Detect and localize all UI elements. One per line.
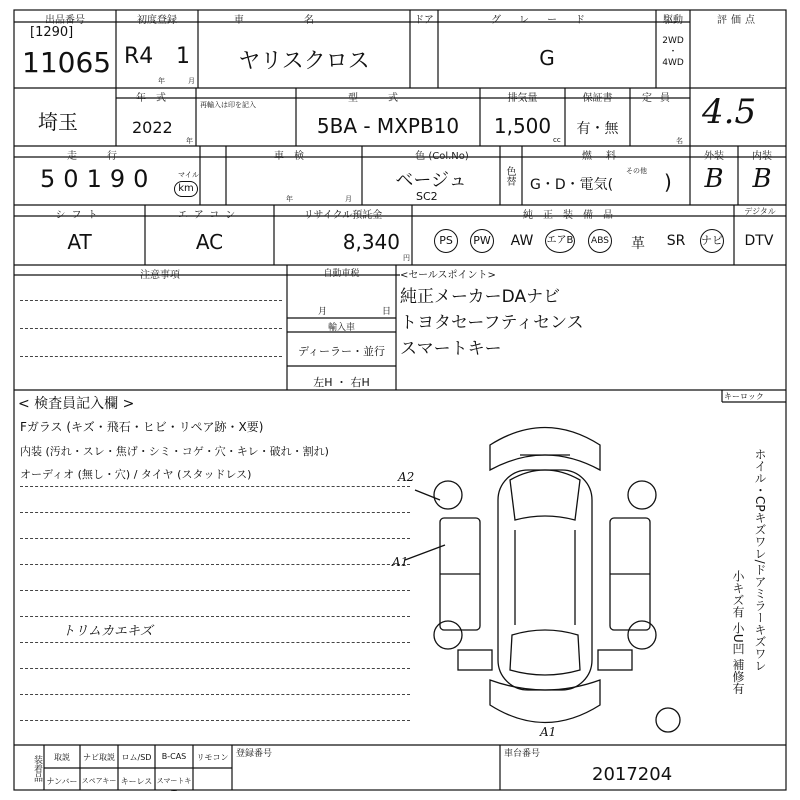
equipment-dtv: DTV	[744, 233, 774, 249]
exterior-grade: B	[704, 164, 724, 194]
first-reg-month: 1	[176, 44, 190, 69]
equipment-navi: ナビ	[697, 229, 727, 253]
mileage-alt-unit: マイル	[178, 171, 199, 179]
first-reg-month-unit: 月	[188, 77, 195, 85]
doors-header: ドア	[414, 15, 434, 26]
sales-points-header: <セールスポイント>	[400, 270, 496, 281]
damage-mark-a1-side: A1	[392, 555, 409, 569]
warranty-header: 保証書	[582, 93, 613, 104]
capacity-header: 定員	[642, 93, 678, 104]
interior-grade: B	[752, 164, 772, 194]
inspector-line-glass: Fガラス (キズ・飛石・ヒビ・リペア跡・X要)	[20, 420, 264, 434]
lot-code: [1290]	[30, 25, 74, 40]
displacement-value: 1,500	[493, 114, 552, 138]
chassis-number: 2017204	[592, 764, 673, 785]
mileage-header: 走行	[67, 151, 147, 162]
color-header: 色 (Col.No)	[415, 151, 469, 162]
aircon-header: エアコン	[177, 210, 242, 221]
footer-item: B-CAS	[161, 752, 187, 761]
damage-mark-a2: A2	[398, 470, 415, 484]
score-header: 評価点	[717, 15, 759, 26]
sales-point: 純正メーカーDAナビ	[400, 287, 561, 307]
shift-header: シフト	[55, 210, 104, 221]
insp-box-day: 日	[382, 307, 392, 317]
registration-number-header: 登録番号	[236, 749, 273, 759]
equipment-abs: ABS	[585, 229, 615, 253]
capacity-unit: 名	[676, 137, 683, 145]
notes-header: 注意事項	[140, 270, 180, 281]
insp-box-dealer: ディーラー・並行	[297, 345, 386, 358]
key-lock-header: キーロック	[724, 392, 764, 401]
recycle-header: リサイクル預託金	[303, 210, 383, 221]
lot-number-header: 出品番号	[45, 15, 85, 26]
insp-box-handle: 左H ・ 右H	[313, 376, 370, 389]
sales-point: トヨタセーフティセンス	[400, 313, 584, 333]
model-year-header: 年式	[136, 93, 176, 104]
model-code: 5BA - MXPB10	[316, 114, 460, 138]
aircon-value: AC	[195, 230, 224, 254]
equipment-ps: PS	[431, 229, 461, 253]
recycle-unit: 円	[403, 254, 410, 262]
mileage-digits: 50190	[40, 165, 157, 193]
footer-item: ナンバー	[46, 777, 78, 786]
score-value: 4.5	[702, 92, 757, 132]
displacement-unit: cc	[553, 136, 561, 144]
inspector-header: < 検査員記入欄 >	[18, 396, 135, 412]
grade-value: G	[539, 46, 555, 70]
car-name-header: 車名	[234, 15, 374, 26]
insp-box-month: 月	[318, 307, 328, 317]
equipment-aw: AW	[510, 233, 534, 249]
interior-header: 内装	[752, 151, 772, 162]
displacement-header: 排気量	[507, 93, 538, 104]
insp-box-import: 輸入車	[327, 323, 355, 333]
first-registration-header: 初度登録	[137, 15, 177, 26]
mileage-unit: km	[174, 181, 198, 197]
handwritten-note: トリムカエキズ	[62, 624, 153, 639]
inspector-line-interior: 内装 (汚れ・スレ・焦げ・シミ・コゲ・穴・キレ・破れ・割れ)	[20, 445, 329, 458]
fuel-close: )	[664, 170, 672, 194]
fuel-header: 燃料	[582, 151, 630, 162]
fuel-options: G・D・電気(	[530, 177, 614, 193]
equipment-leather: 革	[631, 236, 645, 252]
exterior-header: 外装	[704, 151, 724, 162]
footer-item: スペアキー	[81, 777, 117, 785]
car-name: ヤリスクロス	[238, 49, 370, 74]
first-reg-year-unit: 年	[158, 77, 165, 85]
inspection-header: 車検	[274, 151, 314, 162]
recycle-fee: 8,340	[342, 230, 400, 254]
model-header: 型式	[348, 93, 428, 104]
fuel-other: その他	[626, 167, 647, 175]
model-year-value: 2022	[132, 118, 173, 137]
damage-legend-1: ホイル・CPキズワレ/ドアミラーキズワレ	[753, 448, 767, 672]
footer-label: 装着品	[32, 754, 42, 782]
lot-number: 11065	[22, 46, 112, 79]
inspection-year-unit: 年	[286, 195, 293, 203]
equipment-pw: PW	[467, 229, 497, 253]
first-reg-era-year: R4	[124, 44, 154, 69]
drive-header: 駆動	[663, 15, 683, 26]
footer-item: リモコン	[196, 753, 229, 762]
damage-legend-2: 小キズ有 小U凹 補修有	[731, 570, 745, 695]
color-code: SC2	[416, 190, 438, 203]
dtv-header: デジタル	[744, 207, 776, 216]
model-year-unit: 年	[186, 137, 193, 145]
color-change-label: 色替	[504, 166, 515, 186]
grade-header: グレード	[491, 15, 603, 26]
area-value: 埼玉	[38, 110, 78, 134]
footer-item: キーレス	[120, 777, 153, 786]
sales-point: スマートキー	[400, 339, 502, 359]
footer-item: ナビ取説	[83, 753, 115, 762]
shift-value: AT	[67, 230, 92, 254]
inspector-line-audio: オーディオ (無し・穴) / タイヤ (スタッドレス)	[20, 468, 252, 481]
equipment-sunroof: SR	[666, 233, 686, 249]
inspection-month-unit: 月	[345, 195, 352, 203]
footer-item: ロム/SD	[121, 753, 152, 762]
drive-options: 2WD ・ 4WD	[662, 36, 684, 68]
insp-box-title: 自動車税	[323, 269, 360, 279]
chassis-number-header: 車台番号	[504, 749, 541, 759]
equipment-airbag: エアB	[545, 229, 575, 253]
footer-item: スマートキー	[156, 777, 192, 795]
damage-mark-a1-bottom: A1	[540, 725, 557, 739]
import-note: 再輸入は印を記入	[200, 101, 256, 109]
color-name: ベージュ	[395, 170, 467, 191]
equipment-header: 純正装備品	[523, 210, 623, 221]
footer-item: 取説	[54, 753, 70, 762]
warranty-value: 有・無	[576, 121, 619, 137]
